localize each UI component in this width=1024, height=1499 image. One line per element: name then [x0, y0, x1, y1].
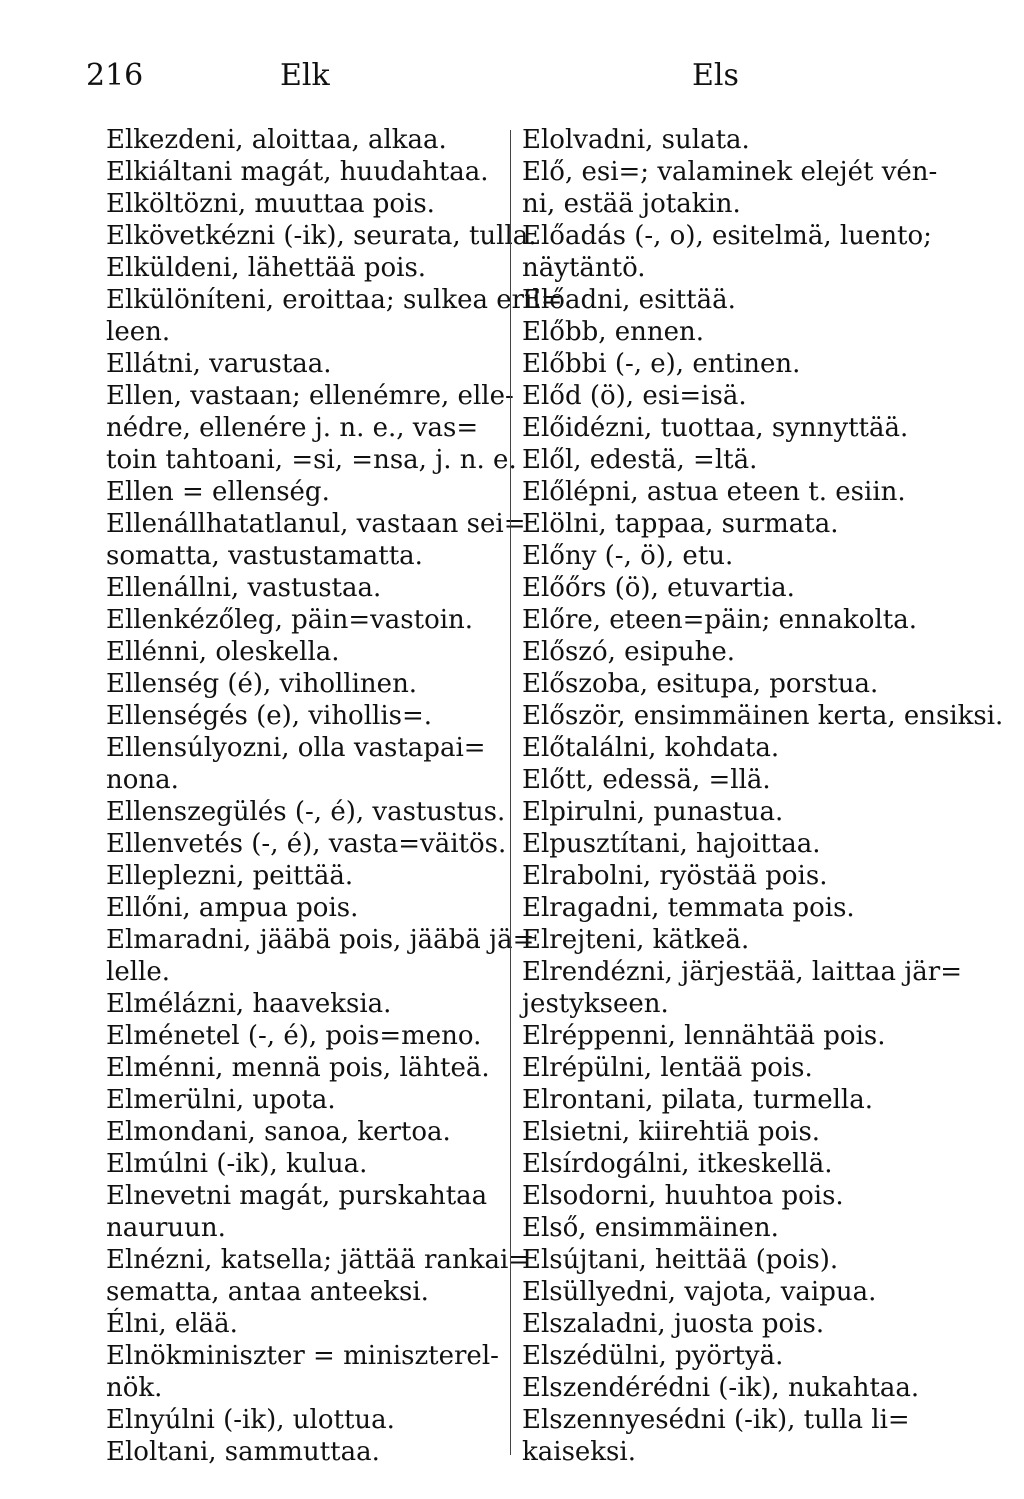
entry-line: Ellőni, ampua pois.	[106, 893, 359, 923]
dictionary-entry	[106, 1116, 506, 1148]
entry-line: Elpirulni, punastua.	[522, 797, 784, 827]
entry-continuation-line: somatta, vastustamatta.	[106, 541, 423, 571]
entry-line: Először, ensimmäinen kerta, ensiksi.	[522, 701, 1004, 731]
entry-line: Előidézni, tuottaa, synnyttää.	[522, 413, 909, 443]
dictionary-entry	[522, 444, 938, 476]
entry-continuation-line: toin tahtoani, =si, =nsa, j. n. e.	[106, 445, 517, 475]
entry-line: Előny (-, ö), etu.	[522, 541, 734, 571]
dictionary-entry	[522, 316, 938, 348]
right-column	[522, 124, 1004, 1468]
dictionary-entry	[522, 1308, 938, 1340]
running-header	[0, 58, 1024, 98]
dictionary-entry	[522, 1276, 938, 1308]
dictionary-entry	[106, 1084, 506, 1116]
dictionary-entry	[106, 476, 506, 508]
dictionary-entry	[522, 700, 1004, 732]
dictionary-entry	[522, 924, 938, 956]
entry-line: Elménni, mennä pois, lähteä.	[106, 1053, 490, 1083]
entry-line: Ellen = ellenség.	[106, 477, 330, 507]
entry-line: Ellenkézőleg, päin=vastoin.	[106, 605, 474, 635]
entry-line: Elmondani, sanoa, kertoa.	[106, 1117, 451, 1147]
dictionary-entry	[522, 1404, 938, 1468]
dictionary-entry	[522, 412, 938, 444]
dictionary-entry	[106, 636, 506, 668]
dictionary-entry	[106, 892, 506, 924]
entry-continuation-line: leen.	[106, 317, 171, 347]
entry-line: Elnökminiszter = miniszterel-	[106, 1341, 499, 1371]
entry-line: Előbbi (-, e), entinen.	[522, 349, 801, 379]
entry-line: Elnevetni magát, purskahtaa	[106, 1181, 488, 1211]
entry-line: Ellen, vastaan; ellenémre, elle-	[106, 381, 514, 411]
dictionary-entry	[522, 796, 938, 828]
entry-line: Ellenállhatatlanul, vastaan sei=	[106, 509, 526, 539]
dictionary-entry	[106, 604, 506, 636]
entry-line: Elölni, tappaa, surmata.	[522, 509, 839, 539]
dictionary-entry	[522, 380, 938, 412]
entry-line: Előd (ö), esi=isä.	[522, 381, 747, 411]
left-guide-word: Elk	[280, 58, 330, 93]
entry-line: Eloltani, sammuttaa.	[106, 1437, 380, 1467]
entry-line: Elmerülni, upota.	[106, 1085, 336, 1115]
dictionary-entry	[522, 220, 938, 284]
entry-line: Elszédülni, pyörtyä.	[522, 1341, 784, 1371]
entry-line: Elkülöníteni, eroittaa; sulkea eril=	[106, 285, 563, 315]
dictionary-entry	[522, 956, 963, 1020]
entry-line: Elsüllyedni, vajota, vaipua.	[522, 1277, 877, 1307]
dictionary-entry	[522, 1084, 938, 1116]
right-guide-word: Els	[692, 58, 739, 93]
entry-line: Elmaradni, jääbä pois, jääbä jä=	[106, 925, 535, 955]
entry-line: Ellenszegülés (-, é), vastustus.	[106, 797, 506, 827]
column-divider	[510, 130, 511, 1455]
dictionary-entry	[106, 252, 506, 284]
dictionary-entry	[106, 1020, 506, 1052]
entry-line: Elragadni, temmata pois.	[522, 893, 855, 923]
entry-line: Elsírdogálni, itkeskellä.	[522, 1149, 833, 1179]
entry-continuation-line: nédre, ellenére j. n. e., vas=	[106, 413, 479, 443]
entry-continuation-line: lelle.	[106, 957, 170, 987]
entry-line: Elküldeni, lähettää pois.	[106, 253, 427, 283]
entry-line: Elrontani, pilata, turmella.	[522, 1085, 873, 1115]
entry-line: Elrépülni, lentää pois.	[522, 1053, 813, 1083]
dictionary-entry	[522, 1244, 938, 1276]
dictionary-entry	[106, 1180, 506, 1244]
entry-line: Elköltözni, muuttaa pois.	[106, 189, 435, 219]
dictionary-entry	[522, 892, 938, 924]
dictionary-entry	[106, 860, 506, 892]
dictionary-entry	[106, 284, 563, 348]
dictionary-entry	[106, 1244, 531, 1308]
dictionary-entry	[106, 700, 506, 732]
entry-continuation-line: jestykseen.	[522, 989, 669, 1019]
dictionary-entry	[522, 540, 938, 572]
entry-line: Elszendérédni (-ik), nukahtaa.	[522, 1373, 920, 1403]
left-column	[106, 124, 563, 1468]
entry-line: Elsújtani, heittää (pois).	[522, 1245, 839, 1275]
dictionary-entry	[106, 1436, 506, 1468]
entry-line: Elnézni, katsella; jättää rankai=	[106, 1245, 531, 1275]
dictionary-entry	[106, 220, 537, 252]
entry-line: Előlépni, astua eteen t. esiin.	[522, 477, 906, 507]
dictionary-entry	[106, 188, 506, 220]
dictionary-entry	[106, 988, 506, 1020]
dictionary-entry	[522, 284, 938, 316]
dictionary-entry	[106, 348, 506, 380]
dictionary-entry	[522, 1180, 938, 1212]
entry-continuation-line: nona.	[106, 765, 179, 795]
entry-line: Elsietni, kiirehtiä pois.	[522, 1117, 821, 1147]
dictionary-entry	[106, 732, 506, 796]
dictionary-entry	[522, 1340, 938, 1372]
entry-line: Elrendézni, järjestää, laittaa jär=	[522, 957, 963, 987]
dictionary-entry	[522, 156, 938, 220]
dictionary-entry	[522, 1212, 938, 1244]
page-number: 216	[86, 58, 144, 93]
entry-line: Előadás (-, o), esitelmä, luento;	[522, 221, 932, 251]
entry-line: Elszaladni, juosta pois.	[522, 1309, 825, 1339]
dictionary-entry	[522, 124, 938, 156]
dictionary-entry	[106, 572, 506, 604]
dictionary-entry	[522, 764, 938, 796]
entry-line: Ellensúlyozni, olla vastapai=	[106, 733, 486, 763]
entry-continuation-line: ni, estää jotakin.	[522, 189, 741, 219]
dictionary-entry	[106, 1308, 506, 1340]
entry-line: Elszennyesédni (-ik), tulla li=	[522, 1405, 910, 1435]
dictionary-entry	[106, 1052, 506, 1084]
entry-line: Előtt, edessä, =llä.	[522, 765, 771, 795]
entry-line: Előadni, esittää.	[522, 285, 736, 315]
dictionary-entry	[522, 636, 938, 668]
dictionary-entry	[106, 1148, 506, 1180]
dictionary-entry	[522, 1116, 938, 1148]
dictionary-entry	[522, 828, 938, 860]
entry-line: Elkövetkézni (-ik), seurata, tulla.	[106, 221, 537, 251]
entry-line: Előszoba, esitupa, porstua.	[522, 669, 879, 699]
entry-continuation-line: sematta, antaa anteeksi.	[106, 1277, 429, 1307]
entry-line: Ellátni, varustaa.	[106, 349, 332, 379]
dictionary-entry	[106, 668, 506, 700]
dictionary-entry	[106, 796, 506, 828]
entry-line: Előtalálni, kohdata.	[522, 733, 780, 763]
entry-line: Elől, edestä, =ltä.	[522, 445, 758, 475]
dictionary-entry	[522, 348, 938, 380]
entry-line: Elleplezni, peittää.	[106, 861, 354, 891]
dictionary-entry	[522, 572, 938, 604]
entry-line: Ellenvetés (-, é), vasta=väitös.	[106, 829, 507, 859]
entry-line: Elrabolni, ryöstää pois.	[522, 861, 828, 891]
dictionary-entry	[106, 508, 526, 572]
dictionary-entry	[106, 124, 506, 156]
dictionary-entry	[106, 380, 517, 476]
entry-line: Elsodorni, huuhtoa pois.	[522, 1181, 844, 1211]
entry-line: Elő, esi=; valaminek elejét vén-	[522, 157, 938, 187]
dictionary-entry	[522, 860, 938, 892]
entry-line: Első, ensimmäinen.	[522, 1213, 779, 1243]
entry-line: Elpusztítani, hajoittaa.	[522, 829, 821, 859]
dictionary-entry	[522, 1148, 938, 1180]
entry-line: Előőrs (ö), etuvartia.	[522, 573, 795, 603]
entry-continuation-line: nauruun.	[106, 1213, 226, 1243]
dictionary-entry	[106, 1404, 506, 1436]
entry-continuation-line: nök.	[106, 1373, 163, 1403]
entry-line: Ellenállni, vastustaa.	[106, 573, 382, 603]
dictionary-entry	[522, 508, 938, 540]
entry-line: Ellénni, oleskella.	[106, 637, 340, 667]
dictionary-entry	[522, 476, 938, 508]
entry-line: Elolvadni, sulata.	[522, 125, 750, 155]
entry-line: Előszó, esipuhe.	[522, 637, 736, 667]
entry-line: Elréppenni, lennähtää pois.	[522, 1021, 886, 1051]
entry-line: Előbb, ennen.	[522, 317, 705, 347]
entry-line: Elménetel (-, é), pois=meno.	[106, 1021, 482, 1051]
dictionary-entry	[522, 668, 938, 700]
dictionary-entry	[106, 924, 535, 988]
dictionary-entry	[522, 1020, 938, 1052]
dictionary-entry	[106, 156, 506, 188]
entry-line: Elrejteni, kätkeä.	[522, 925, 750, 955]
entry-line: Elmúlni (-ik), kulua.	[106, 1149, 368, 1179]
dictionary-entry	[522, 604, 938, 636]
entry-line: Élni, elää.	[106, 1309, 238, 1339]
entry-line: Ellenség (é), vihollinen.	[106, 669, 418, 699]
entry-line: Elkiáltani magát, huudahtaa.	[106, 157, 489, 187]
entry-continuation-line: kaiseksi.	[522, 1437, 636, 1467]
entry-line: Ellenségés (e), vihollis=.	[106, 701, 433, 731]
dictionary-entry	[522, 1372, 938, 1404]
dictionary-entry	[522, 1052, 938, 1084]
dictionary-entry	[106, 828, 506, 860]
dictionary-entry	[522, 732, 938, 764]
entry-continuation-line: näytäntö.	[522, 253, 646, 283]
entry-line: Elnyúlni (-ik), ulottua.	[106, 1405, 395, 1435]
entry-line: Előre, eteen=päin; ennakolta.	[522, 605, 917, 635]
entry-line: Elmélázni, haaveksia.	[106, 989, 392, 1019]
entry-line: Elkezdeni, aloittaa, alkaa.	[106, 125, 447, 155]
dictionary-entry	[106, 1340, 506, 1404]
